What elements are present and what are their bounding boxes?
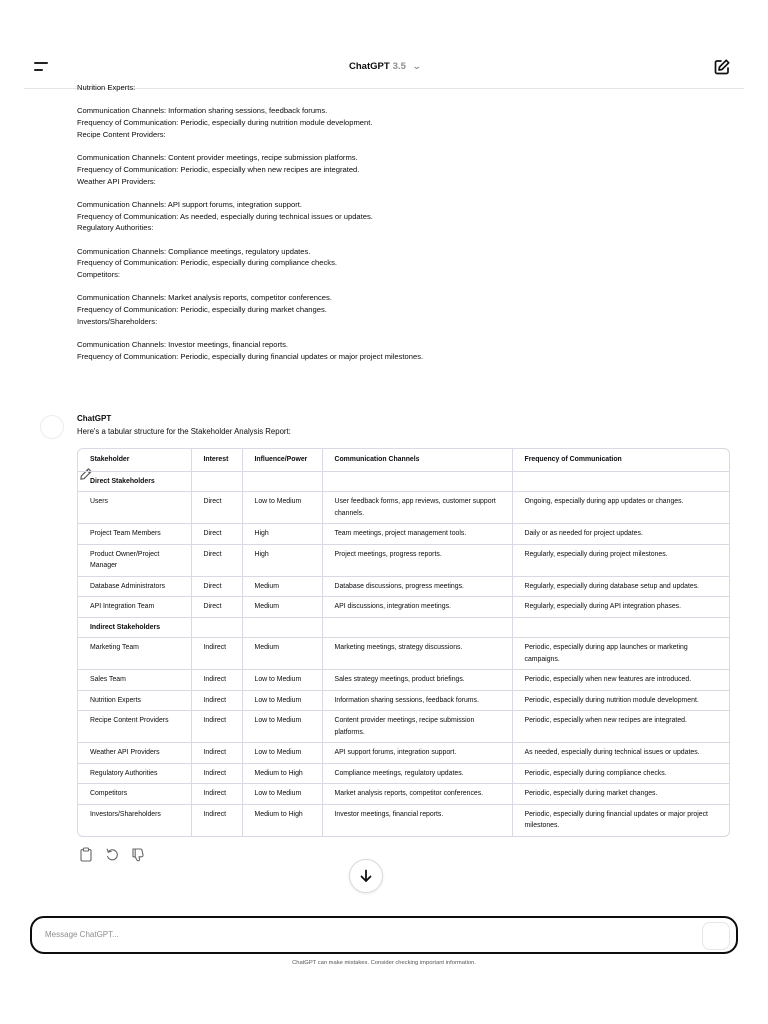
refresh-icon[interactable] [105, 847, 119, 862]
message-line: Recipe Content Providers: [77, 129, 166, 139]
message-line [77, 234, 717, 246]
table-cell: Recipe Content Providers [78, 711, 191, 743]
table-cell: Regularly, especially during project milestones. [512, 544, 729, 576]
empty-cell [242, 617, 322, 638]
message-line [77, 187, 717, 199]
table-row [78, 784, 729, 805]
message-line [77, 327, 717, 339]
table-cell: Low to Medium [242, 743, 322, 764]
table-cell: Investors/Shareholders [78, 804, 191, 836]
message-line: Frequency of Communication: Periodic, especially during compliance checks. [77, 258, 337, 268]
table-cell: Direct [191, 524, 242, 545]
empty-cell [512, 617, 729, 638]
message-line [77, 281, 717, 293]
table-cell: Indirect [191, 784, 242, 805]
message-line: Regulatory Authorities: [77, 223, 154, 233]
table-cell: Team meetings, project management tools. [322, 524, 512, 545]
table-cell: Periodic, especially during nutrition module development. [512, 690, 729, 711]
table-cell: Database Administrators [78, 576, 191, 597]
assistant-name: ChatGPT [77, 414, 112, 423]
table-cell: Indirect [191, 690, 242, 711]
table-cell: Medium [242, 638, 322, 670]
group-row [78, 471, 729, 492]
table-cell: As needed, especially during technical issues or updates. [512, 743, 729, 764]
table-cell: User feedback forms, app reviews, customer support channels. [322, 492, 512, 524]
table-cell: Competitors [78, 784, 191, 805]
table-row [78, 670, 729, 691]
table-cell: Medium to High [242, 804, 322, 836]
message-line: Communication Channels: API support forums, integration support. [77, 199, 302, 209]
table-cell: Weather API Providers [78, 743, 191, 764]
table-cell: Periodic, especially when new recipes are integrated. [512, 711, 729, 743]
table-row [78, 576, 729, 597]
empty-cell [242, 471, 322, 492]
send-button[interactable] [702, 922, 730, 950]
table-row [78, 711, 729, 743]
table-cell: High [242, 544, 322, 576]
model-name: ChatGPT [349, 61, 390, 72]
table-cell: Indirect [191, 743, 242, 764]
table-cell: Medium to High [242, 763, 322, 784]
message-line: Frequency of Communication: Periodic, especially when new recipes are integrated. [77, 164, 360, 174]
table-row [78, 763, 729, 784]
model-selector[interactable] [349, 61, 420, 72]
empty-cell [322, 617, 512, 638]
table-cell: Medium [242, 597, 322, 618]
table-cell: Direct [191, 544, 242, 576]
table-cell: Medium [242, 576, 322, 597]
table-row [78, 597, 729, 618]
empty-cell [512, 471, 729, 492]
message-line: Communication Channels: Information sharing sessions, feedback forums. [77, 106, 328, 116]
message-actions [79, 847, 145, 862]
message-line: Frequency of Communication: As needed, especially during technical issues or updates. [77, 211, 373, 221]
table-cell: Indirect [191, 763, 242, 784]
column-header: Stakeholder [78, 449, 191, 471]
message-line: Communication Channels: Content provider meetings, recipe submission platforms. [77, 153, 358, 163]
message-line [77, 140, 717, 152]
table-cell: Periodic, especially during financial updates or major project milestones. [524, 810, 708, 829]
empty-cell [191, 617, 242, 638]
message-line: Communication Channels: Market analysis reports, competitor conferences. [77, 293, 332, 303]
table-cell: Investor meetings, financial reports. [322, 804, 512, 836]
message-composer [30, 916, 738, 954]
table-cell: Periodic, especially when new features are introduced. [512, 670, 729, 691]
table-cell: Product Owner/Project Manager [78, 544, 191, 576]
table-row [78, 804, 729, 836]
column-header: Interest [191, 449, 242, 471]
thumbs-down-icon[interactable] [131, 847, 145, 862]
table-cell: API support forums, integration support. [322, 743, 512, 764]
table-cell: Low to Medium [242, 670, 322, 691]
column-header: Influence/Power [242, 449, 322, 471]
table-row [78, 492, 729, 524]
table-cell: Low to Medium [242, 492, 322, 524]
disclaimer: ChatGPT can make mistakes. Consider checking important information. [292, 960, 476, 966]
message-line: Nutrition Experts: [77, 83, 136, 92]
table-cell: Market analysis reports, competitor conferences. [322, 784, 512, 805]
table-cell: Direct [191, 492, 242, 524]
table-cell: Users [78, 492, 191, 524]
message-line: Frequency of Communication: Periodic, especially during market changes. [77, 305, 327, 315]
table-cell: Daily or as needed for project updates. [512, 524, 729, 545]
table-cell: Indirect [191, 804, 242, 836]
column-header: Communication Channels [322, 449, 512, 471]
message-line [77, 94, 717, 106]
table-cell: Sales Team [78, 670, 191, 691]
chevron-down-icon: ⌄ [411, 61, 422, 71]
table-cell: Direct [191, 576, 242, 597]
table-cell: API Integration Team [78, 597, 191, 618]
table-cell: Marketing Team [78, 638, 191, 670]
new-chat-icon[interactable] [713, 58, 731, 76]
table-cell: Low to Medium [242, 690, 322, 711]
table-cell: Indirect [191, 638, 242, 670]
table-cell: Regularly, especially during database setup and updates. [512, 576, 729, 597]
group-label: Direct Stakeholders [78, 471, 191, 492]
assistant-intro: Here's a tabular structure for the Stakeholder Analysis Report: [77, 427, 291, 436]
group-row [78, 617, 729, 638]
table-cell: Direct [191, 597, 242, 618]
table-cell: Regulatory Authorities [78, 763, 191, 784]
table-cell: Periodic, especially during market changes. [512, 784, 729, 805]
message-line: Investors/Shareholders: [77, 316, 158, 326]
message-line: Frequency of Communication: Periodic, especially during financial updates or major project milestones. [77, 351, 424, 361]
table-cell: Periodic, especially during app launches or marketing campaigns. [512, 638, 729, 670]
table-cell: Indirect [191, 670, 242, 691]
table-cell: High [242, 524, 322, 545]
conversation [0, 83, 768, 909]
table-cell: Low to Medium [242, 784, 322, 805]
clipboard-icon[interactable] [79, 847, 93, 862]
table-cell: Sales strategy meetings, product briefings. [322, 670, 512, 691]
table-cell: Periodic, especially during compliance checks. [512, 763, 729, 784]
message-line: Communication Channels: Investor meetings, financial reports. [77, 340, 289, 350]
table-row [78, 524, 729, 545]
message-line: Weather API Providers: [77, 176, 156, 186]
table-cell: Content provider meetings, recipe submission platforms. [322, 711, 512, 743]
model-version: 3.5 [392, 61, 406, 72]
message-input[interactable] [45, 927, 685, 941]
assistant-avatar [40, 415, 64, 439]
arrow-down-icon [359, 869, 373, 883]
table-cell: Low to Medium [242, 711, 322, 743]
column-header: Frequency of Communication [512, 449, 729, 471]
group-label: Indirect Stakeholders [78, 617, 191, 638]
empty-cell [191, 471, 242, 492]
message-line: Competitors: [77, 270, 121, 279]
user-message-text [77, 82, 717, 363]
table-header-row [78, 449, 729, 471]
table-cell: Information sharing sessions, feedback forums. [322, 690, 512, 711]
table-cell: Compliance meetings, regulatory updates. [322, 763, 512, 784]
stakeholder-table [77, 448, 730, 837]
table-cell: Project Team Members [78, 524, 191, 545]
table-cell: API discussions, integration meetings. [322, 597, 512, 618]
table-cell: Project meetings, progress reports. [322, 544, 512, 576]
table-cell: Database discussions, progress meetings. [322, 576, 512, 597]
message-line: Communication Channels: Compliance meetings, regulatory updates. [77, 246, 311, 256]
message-line: Frequency of Communication: Periodic, especially during nutrition module development. [77, 118, 373, 128]
table-row [78, 544, 729, 576]
table-row [78, 743, 729, 764]
table-cell: Ongoing, especially during app updates or changes. [512, 492, 729, 524]
table-cell: Regularly, especially during API integration phases. [512, 597, 729, 618]
menu-icon[interactable] [34, 60, 50, 72]
table-cell: Indirect [191, 711, 242, 743]
table-row [78, 690, 729, 711]
table-cell: Marketing meetings, strategy discussions. [322, 638, 512, 670]
table-cell: Nutrition Experts [78, 690, 191, 711]
scroll-to-bottom-button[interactable] [349, 859, 383, 893]
empty-cell [322, 471, 512, 492]
table-row [78, 638, 729, 670]
